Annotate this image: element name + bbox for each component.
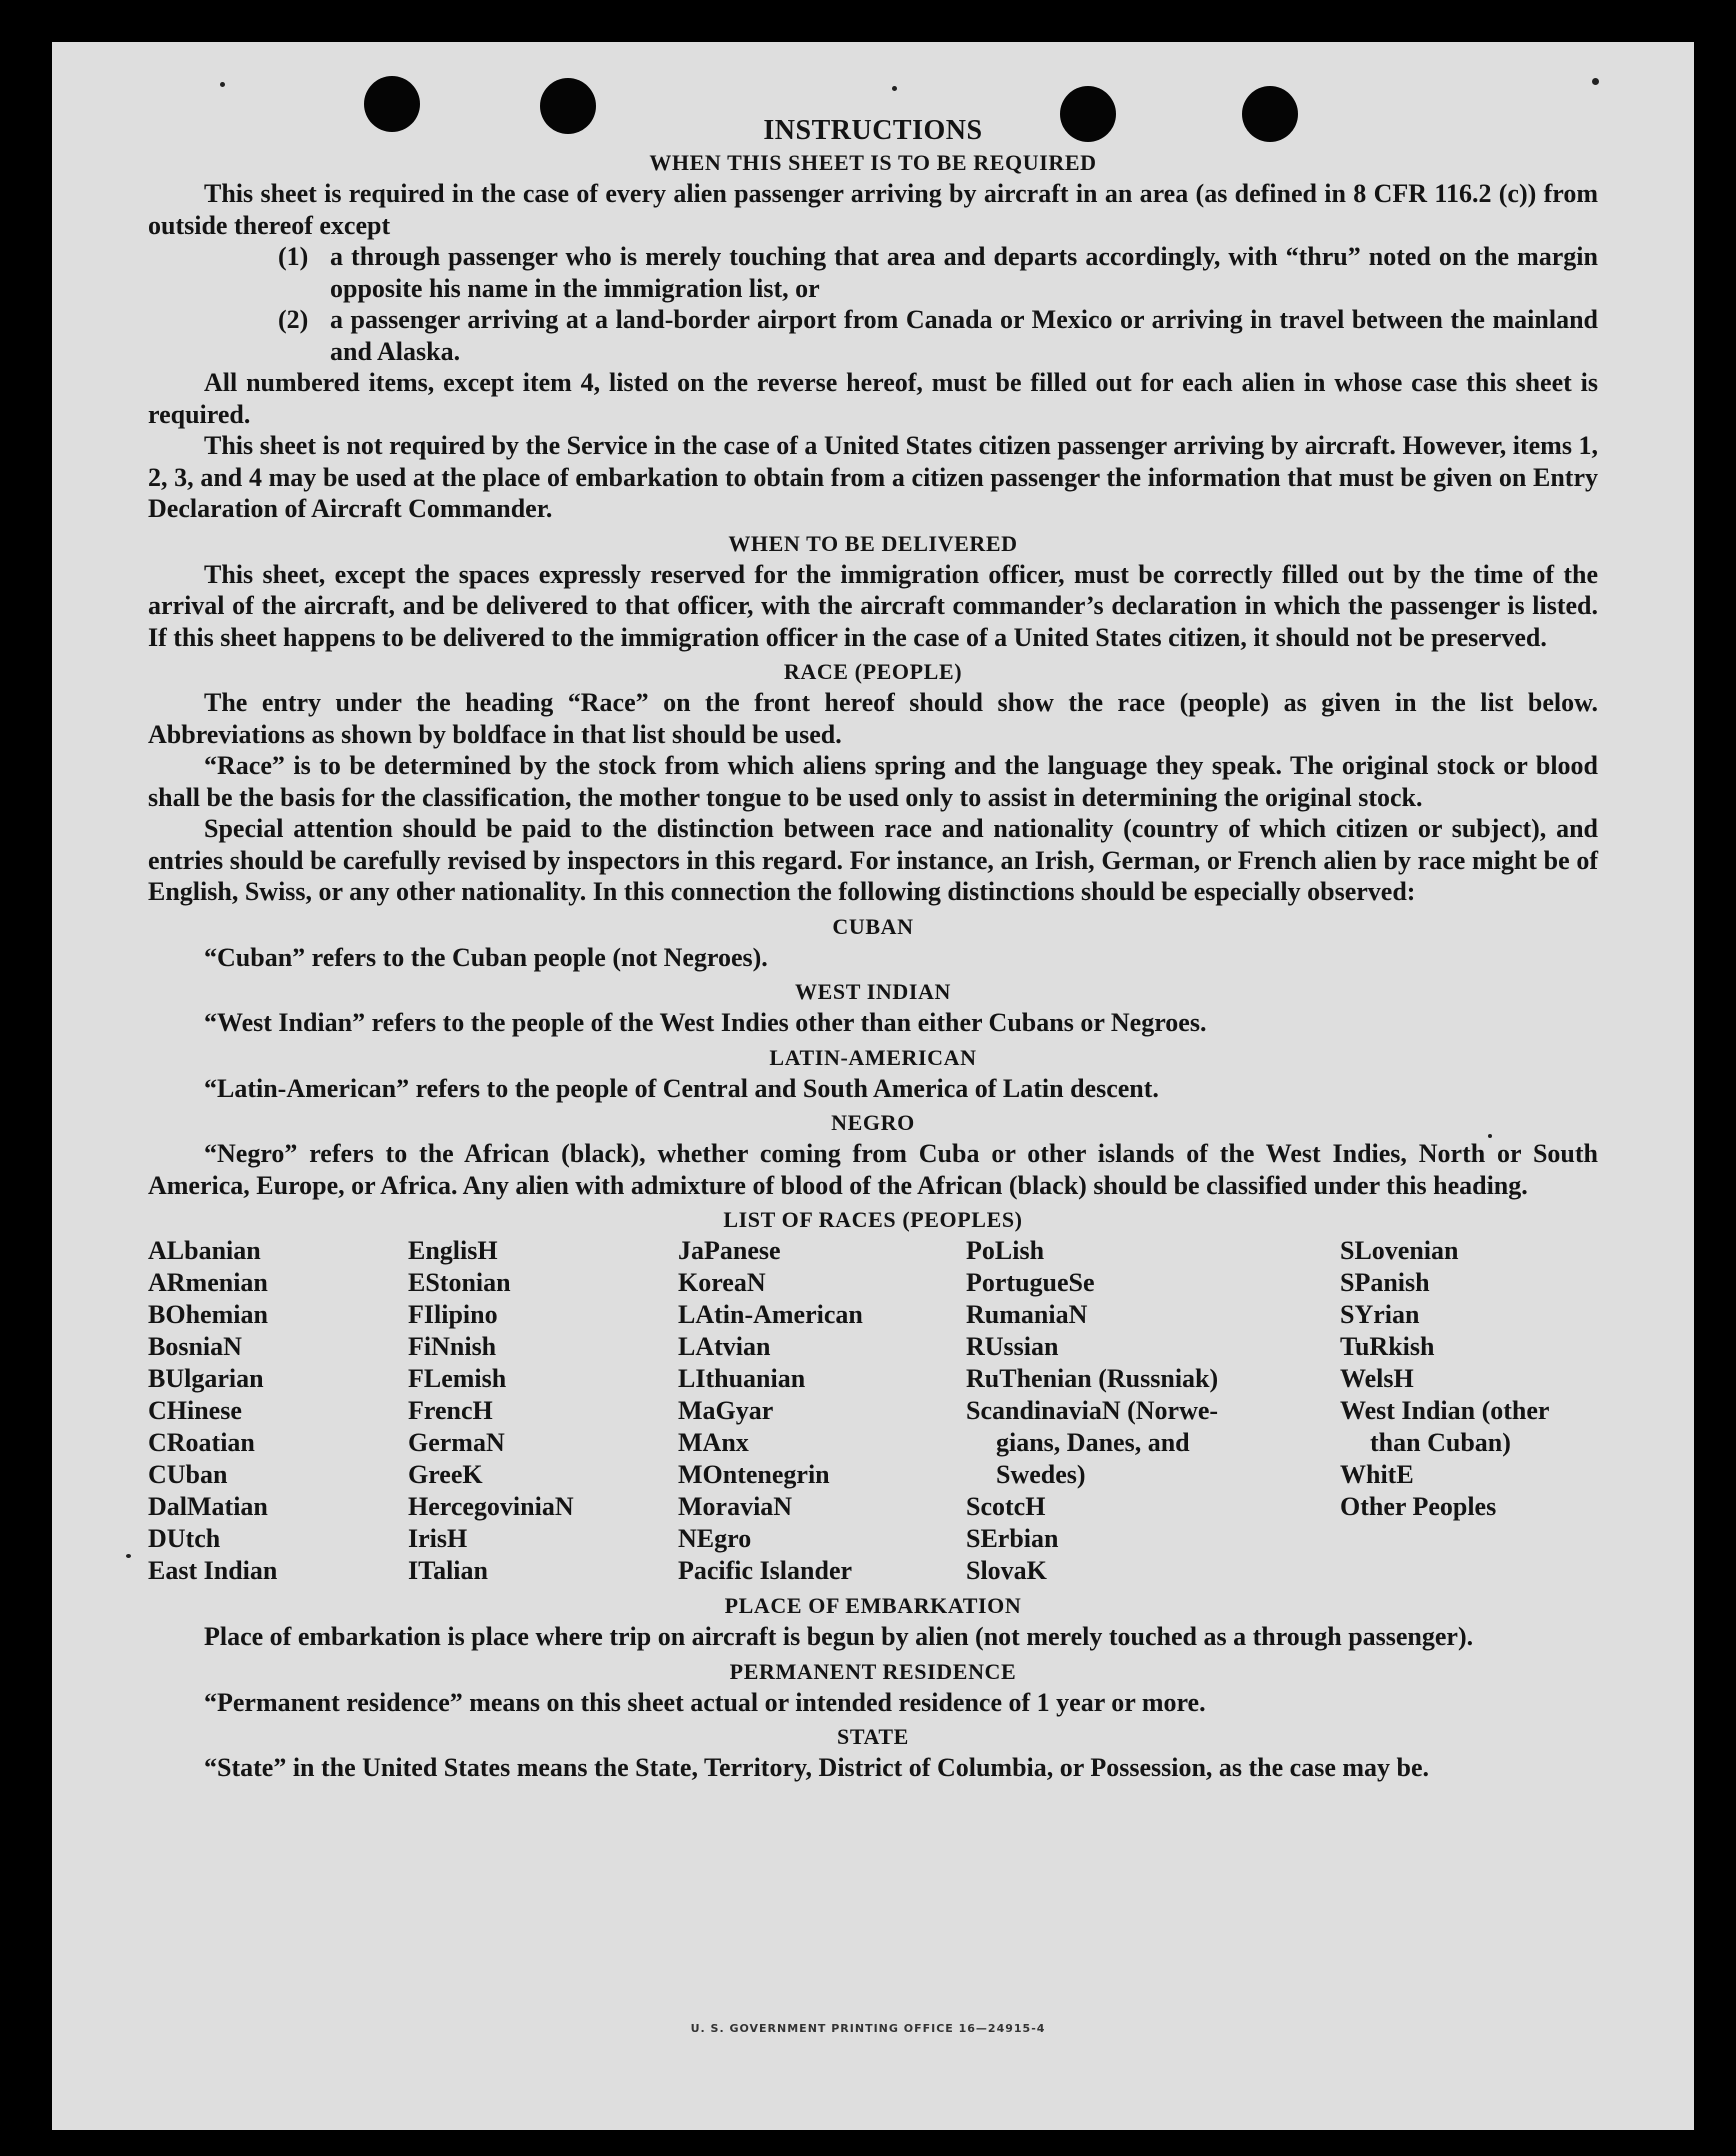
race-entry: MoraviaN [678,1492,793,1521]
race-entry: DUtch [148,1524,221,1553]
printing-office-footer: U. S. GOVERNMENT PRINTING OFFICE 16—24915-4 [690,2022,1046,2035]
paragraph: “West Indian” refers to the people of the West Indies other than either Cubans or Negroes. [204,1008,1207,1037]
race-entry: RUssian [966,1332,1059,1361]
paragraph: The entry under the heading “Race” on the front hereof should show the race (people) as given in the list below. Abbreviations as shown by boldface in that list should be used. [148,688,1598,749]
races-column [148,1235,408,1587]
paragraph: “Race” is to be determined by the stock from which aliens spring and the language they speak. The original stock or blood shall be the basis for the classification, the mother tongue to be used only to assist in determining the original stock. [148,751,1598,812]
document-page [52,42,1694,2130]
paragraph: “Permanent residence” means on this sheet actual or intended residence of 1 year or more. [204,1687,1206,1717]
race-entry: TuRkish [1340,1332,1435,1361]
race-entry: CUban [148,1460,228,1489]
race-entry: KoreaN [678,1268,766,1297]
list-item [278,241,1598,304]
races-column [678,1235,966,1587]
paragraph: “State” in the United States means the State, Territory, District of Columbia, or Possession, as the case may be. [204,1753,1430,1782]
race-entry: ALbanian [148,1236,261,1265]
race-entry: NEgro [678,1524,752,1553]
race-entry: MOntenegrin [678,1460,830,1489]
paragraph: All numbered items, except item 4, listed on the reverse hereof, must be filled out for each alien in whose case this sheet is required. [148,368,1598,429]
race-entry: LAtvian [678,1332,771,1361]
race-entry: BOhemian [148,1300,268,1329]
race-entry: WelsH [1340,1364,1414,1393]
race-entry: West Indian (other [1340,1396,1550,1425]
race-entry-continued: Swedes) [996,1460,1086,1489]
heading-when-required: WHEN THIS SHEET IS TO BE REQUIRED [649,150,1097,175]
race-entry: SPanish [1340,1268,1430,1297]
race-entry: PortugueSe [966,1268,1095,1297]
race-entry: SLovenian [1340,1236,1459,1265]
heading-latin-american: LATIN-AMERICAN [769,1044,977,1070]
race-entry: MaGyar [678,1396,774,1425]
paragraph: This sheet is required in the case of every alien passenger arriving by aircraft in an area (as defined in 8 CFR 116.2 (c)) from outside thereof except [148,179,1598,240]
race-entry: East Indian [148,1556,278,1585]
page-title: INSTRUCTIONS [763,115,983,146]
paragraph: “Cuban” refers to the Cuban people (not Negroes). [204,942,768,972]
race-entry: ScandinaviaN (Norwe- [966,1396,1219,1425]
paragraph: This sheet is not required by the Service in the case of a United States citizen passenger arriving by aircraft. However, items 1, 2, 3, and 4 may be used at the place of embarkation to obtain from a citizen passenger the information that must be given on Entry Declaration of Aircraft Commander. [148,431,1598,523]
race-entry: EnglisH [408,1236,498,1265]
race-entry: ScotcH [966,1492,1046,1521]
race-entry: SErbian [966,1524,1059,1553]
race-entry: LAtin-American [678,1300,863,1329]
race-entry: JaPanese [678,1236,781,1265]
race-entry: FIlipino [408,1300,498,1329]
race-entry: BUlgarian [148,1364,264,1393]
item-text: a passenger arriving at a land-border airport from Canada or Mexico or arriving in travel between the mainland and Alaska. [330,305,1598,366]
paragraph: This sheet, except the spaces expressly reserved for the immigration officer, must be correctly filled out by the time of the arrival of the aircraft, and be delivered to that officer, with the aircraft commander’s declaration in which the passenger is listed. If this sheet happens to be delivered to the immigration officer in the case of a United States citizen, it should not be preserved. [148,559,1598,652]
heading-west-indian: WEST INDIAN [795,979,951,1004]
race-entry: IrisH [408,1524,468,1553]
race-entry: SlovaK [966,1556,1047,1585]
races-column [1340,1235,1598,1587]
race-entry: ITalian [408,1556,488,1585]
heading-state: STATE [837,1724,909,1749]
item-number: (1) [278,242,309,271]
race-entry: DalMatian [148,1492,268,1521]
paragraph: Special attention should be paid to the distinction between race and nationality (country of which citizen or subject), and entries should be carefully revised by inspectors in this regard. For instance, an Irish, German, or French alien by race might be of English, Swiss, or any other nationality. In this connection the following distinctions should be especially observed: [148,814,1598,906]
heading-permanent-residence: PERMANENT RESIDENCE [729,1658,1017,1684]
paper-speck [126,1554,131,1558]
heading-embarkation: PLACE OF EMBARKATION [724,1593,1022,1618]
paper-speck [1592,78,1599,85]
document-content [148,114,1598,1784]
race-entry: Pacific Islander [678,1556,853,1585]
race-entry: SYrian [1340,1300,1420,1329]
paragraph: Place of embarkation is place where trip on aircraft is begun by alien (not merely touched as a through passenger). [204,1622,1474,1651]
paragraph: “Latin-American” refers to the people of Central and South America of Latin descent. [204,1073,1159,1103]
race-entry: RuThenian (Russniak) [966,1364,1219,1393]
race-entry: WhitE [1340,1460,1414,1489]
race-entry-continued: than Cuban) [1370,1428,1511,1457]
race-entry: CRoatian [148,1428,255,1457]
item-number: (2) [278,305,309,334]
paragraph: “Negro” refers to the African (black), whether coming from Cuba or other islands of the West Indies, North or South America, Europe, or Africa. Any alien with admixture of blood of the African (black) should be classified under this heading. [148,1139,1598,1200]
heading-cuban: CUBAN [832,913,914,939]
races-list [148,1235,1598,1587]
race-entry: LIthuanian [678,1364,806,1393]
race-entry: FLemish [408,1364,507,1393]
race-entry: FiNnish [408,1332,497,1361]
race-entry: FrencH [408,1396,493,1425]
list-item [278,304,1598,367]
heading-when-delivered: WHEN TO BE DELIVERED [728,530,1018,556]
heading-race: RACE (PEOPLE) [783,659,963,684]
races-column [966,1235,1340,1587]
race-entry: ARmenian [148,1268,268,1297]
race-entry: HercegoviniaN [408,1492,574,1521]
heading-negro: NEGRO [831,1110,915,1135]
race-entry: PoLish [966,1236,1045,1265]
paper-speck [220,82,225,87]
race-entry: Other Peoples [1340,1492,1497,1521]
race-entry: GreeK [408,1460,483,1489]
race-entry-continued: gians, Danes, and [996,1428,1190,1457]
race-entry: CHinese [148,1396,242,1425]
race-entry: BosniaN [148,1332,242,1361]
race-entry: GermaN [408,1428,505,1457]
heading-list-of-races: LIST OF RACES (PEOPLES) [723,1207,1023,1232]
races-column [408,1235,678,1587]
race-entry: MAnx [678,1428,749,1457]
race-entry: EStonian [408,1268,511,1297]
paper-speck [892,86,897,91]
item-text: a through passenger who is merely touching that area and departs accordingly, with “thru” noted on the margin opposite his name in the immigration list, or [330,242,1598,303]
race-entry: RumaniaN [966,1300,1088,1329]
